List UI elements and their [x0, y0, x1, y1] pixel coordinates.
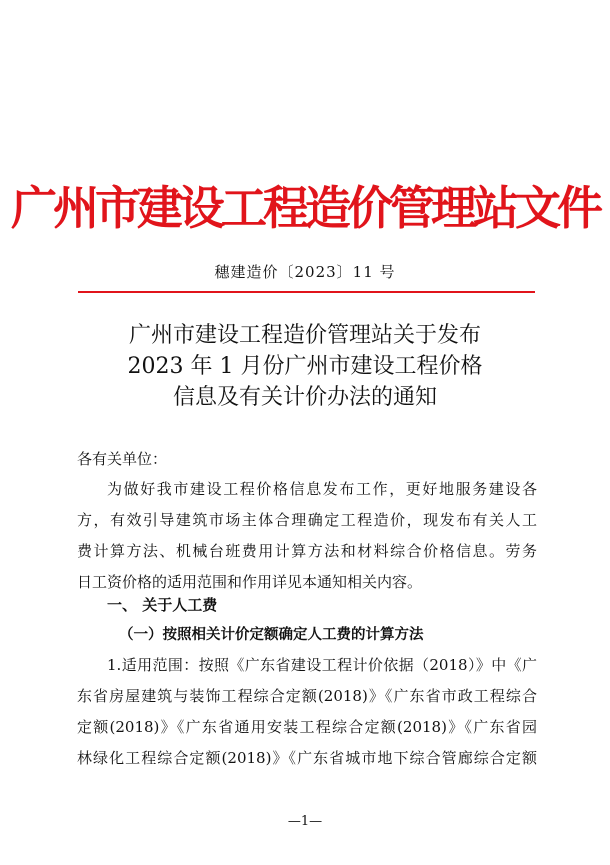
paragraph-line: 为做好我市建设工程价格信息发布工作，更好地服务建设各: [107, 480, 537, 498]
paragraph-line: 东省房屋建筑与装饰工程综合定额(2018)》《广东省市政工程综合: [77, 687, 537, 705]
section-heading: 一、 关于人工费: [107, 596, 218, 614]
subsection-heading: （一）按照相关计价定额确定人工费的计算方法: [119, 627, 424, 643]
scope-paragraph: [77, 650, 537, 774]
page-number: —1—: [287, 814, 323, 829]
red-divider-line: [78, 291, 535, 293]
paragraph-line: 日工资价格的适用范围和作用详见本通知相关内容。: [77, 573, 423, 591]
paragraph-line: 1.适用范围：按照《广东省建设工程计价依据（2018）》中《广: [107, 656, 537, 674]
subject-line: 广州市建设工程造价管理站关于发布: [128, 323, 481, 348]
notice-subject: [0, 320, 610, 413]
paragraph-line: 林绿化工程综合定额(2018)》《广东省城市地下综合管廊综合定额: [77, 749, 537, 767]
paragraph-line: 费计算方法、机械台班费用计算方法和材料综合价格信息。劳务: [77, 542, 537, 560]
salutation: 各有关单位：: [77, 450, 168, 468]
issuing-org-title: 广州市建设工程造价管理站文件: [11, 181, 599, 235]
paragraph-line: 方，有效引导建筑市场主体合理确定工程造价，现发布有关人工: [77, 511, 537, 529]
document-number: 穗建造价〔2023〕11 号: [214, 263, 396, 281]
paragraph-line: 定额(2018)》《广东省通用安装工程综合定额(2018)》《广东省园: [77, 718, 537, 736]
subject-line: 信息及有关计价办法的通知: [172, 385, 437, 410]
subject-line: 2023 年 1 月份广州市建设工程价格: [127, 354, 483, 379]
intro-paragraph: [77, 474, 537, 598]
